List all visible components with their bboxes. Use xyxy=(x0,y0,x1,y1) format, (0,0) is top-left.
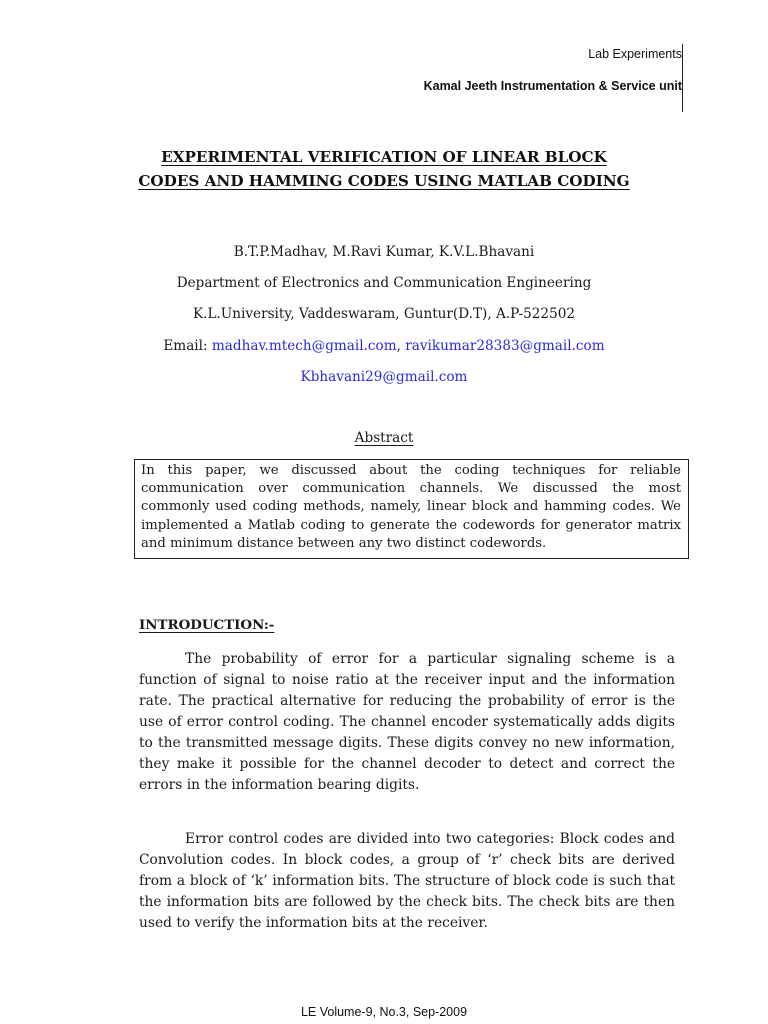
intro-paragraph-1 xyxy=(139,649,675,796)
abstract-text: In this paper, we discussed about the coding techniques for reliable communication over communication channels. We discussed the most commonly used coding methods, namely, linear block and hamming codes. We implemented a Matlab coding to generate the codewords for generator matrix and minimum distance between any two distinct codewords. xyxy=(141,463,681,551)
intro-paragraph-2-text: Error control codes are divided into two categories: Block codes and Convolution codes. In block codes, a group of ‘r’ check bits are derived from a block of ‘k’ information bits. The structure of block code is such that the information bits are followed by the check bits. The check bits are then used to verify the information bits at the receiver. xyxy=(139,831,675,931)
paper-title xyxy=(0,145,768,193)
address: K.L.University, Vaddeswaram, Guntur(D.T), A.P-522502 xyxy=(192,306,576,322)
email-link-bhavani[interactable]: Kbhavani29@gmail.com xyxy=(300,369,468,385)
introduction-heading: INTRODUCTION:- xyxy=(139,617,275,633)
department: Department of Electronics and Communication Engineering xyxy=(176,275,592,291)
running-header-section: Lab Experiments xyxy=(588,47,682,61)
intro-paragraph-2 xyxy=(139,829,675,934)
authors: B.T.P.Madhav, M.Ravi Kumar, K.V.L.Bhavani xyxy=(233,244,535,260)
abstract-heading: Abstract xyxy=(354,430,414,446)
email-label: Email: xyxy=(163,338,208,354)
paper-title-line-1: EXPERIMENTAL VERIFICATION OF LINEAR BLOCK xyxy=(161,148,607,166)
email-link-ravikumar[interactable]: ravikumar28383@gmail.com xyxy=(405,338,605,354)
intro-paragraph-1-text: The probability of error for a particular signaling scheme is a function of signal to noise ratio at the receiver input and the information rate. The practical alternative for reducing the probability of error is the use of error control coding. The channel encoder systematically adds digits to the transmitted message digits. These digits convey no new information, they make it possible for the channel decoder to detect and correct the errors in the information bearing digits. xyxy=(139,651,675,793)
running-header-unit: Kamal Jeeth Instrumentation & Service unit xyxy=(423,79,682,93)
abstract-box xyxy=(134,459,689,559)
paper-title-line-2: CODES AND HAMMING CODES USING MATLAB CODING xyxy=(138,172,630,190)
email-line-2 xyxy=(0,369,768,385)
email-link-madhav[interactable]: madhav.mtech@gmail.com xyxy=(211,338,397,354)
header-vertical-rule xyxy=(682,44,683,112)
page-footer: LE Volume-9, No.3, Sep-2009 xyxy=(300,1005,468,1019)
email-separator: , xyxy=(396,338,401,354)
email-line xyxy=(0,338,768,354)
